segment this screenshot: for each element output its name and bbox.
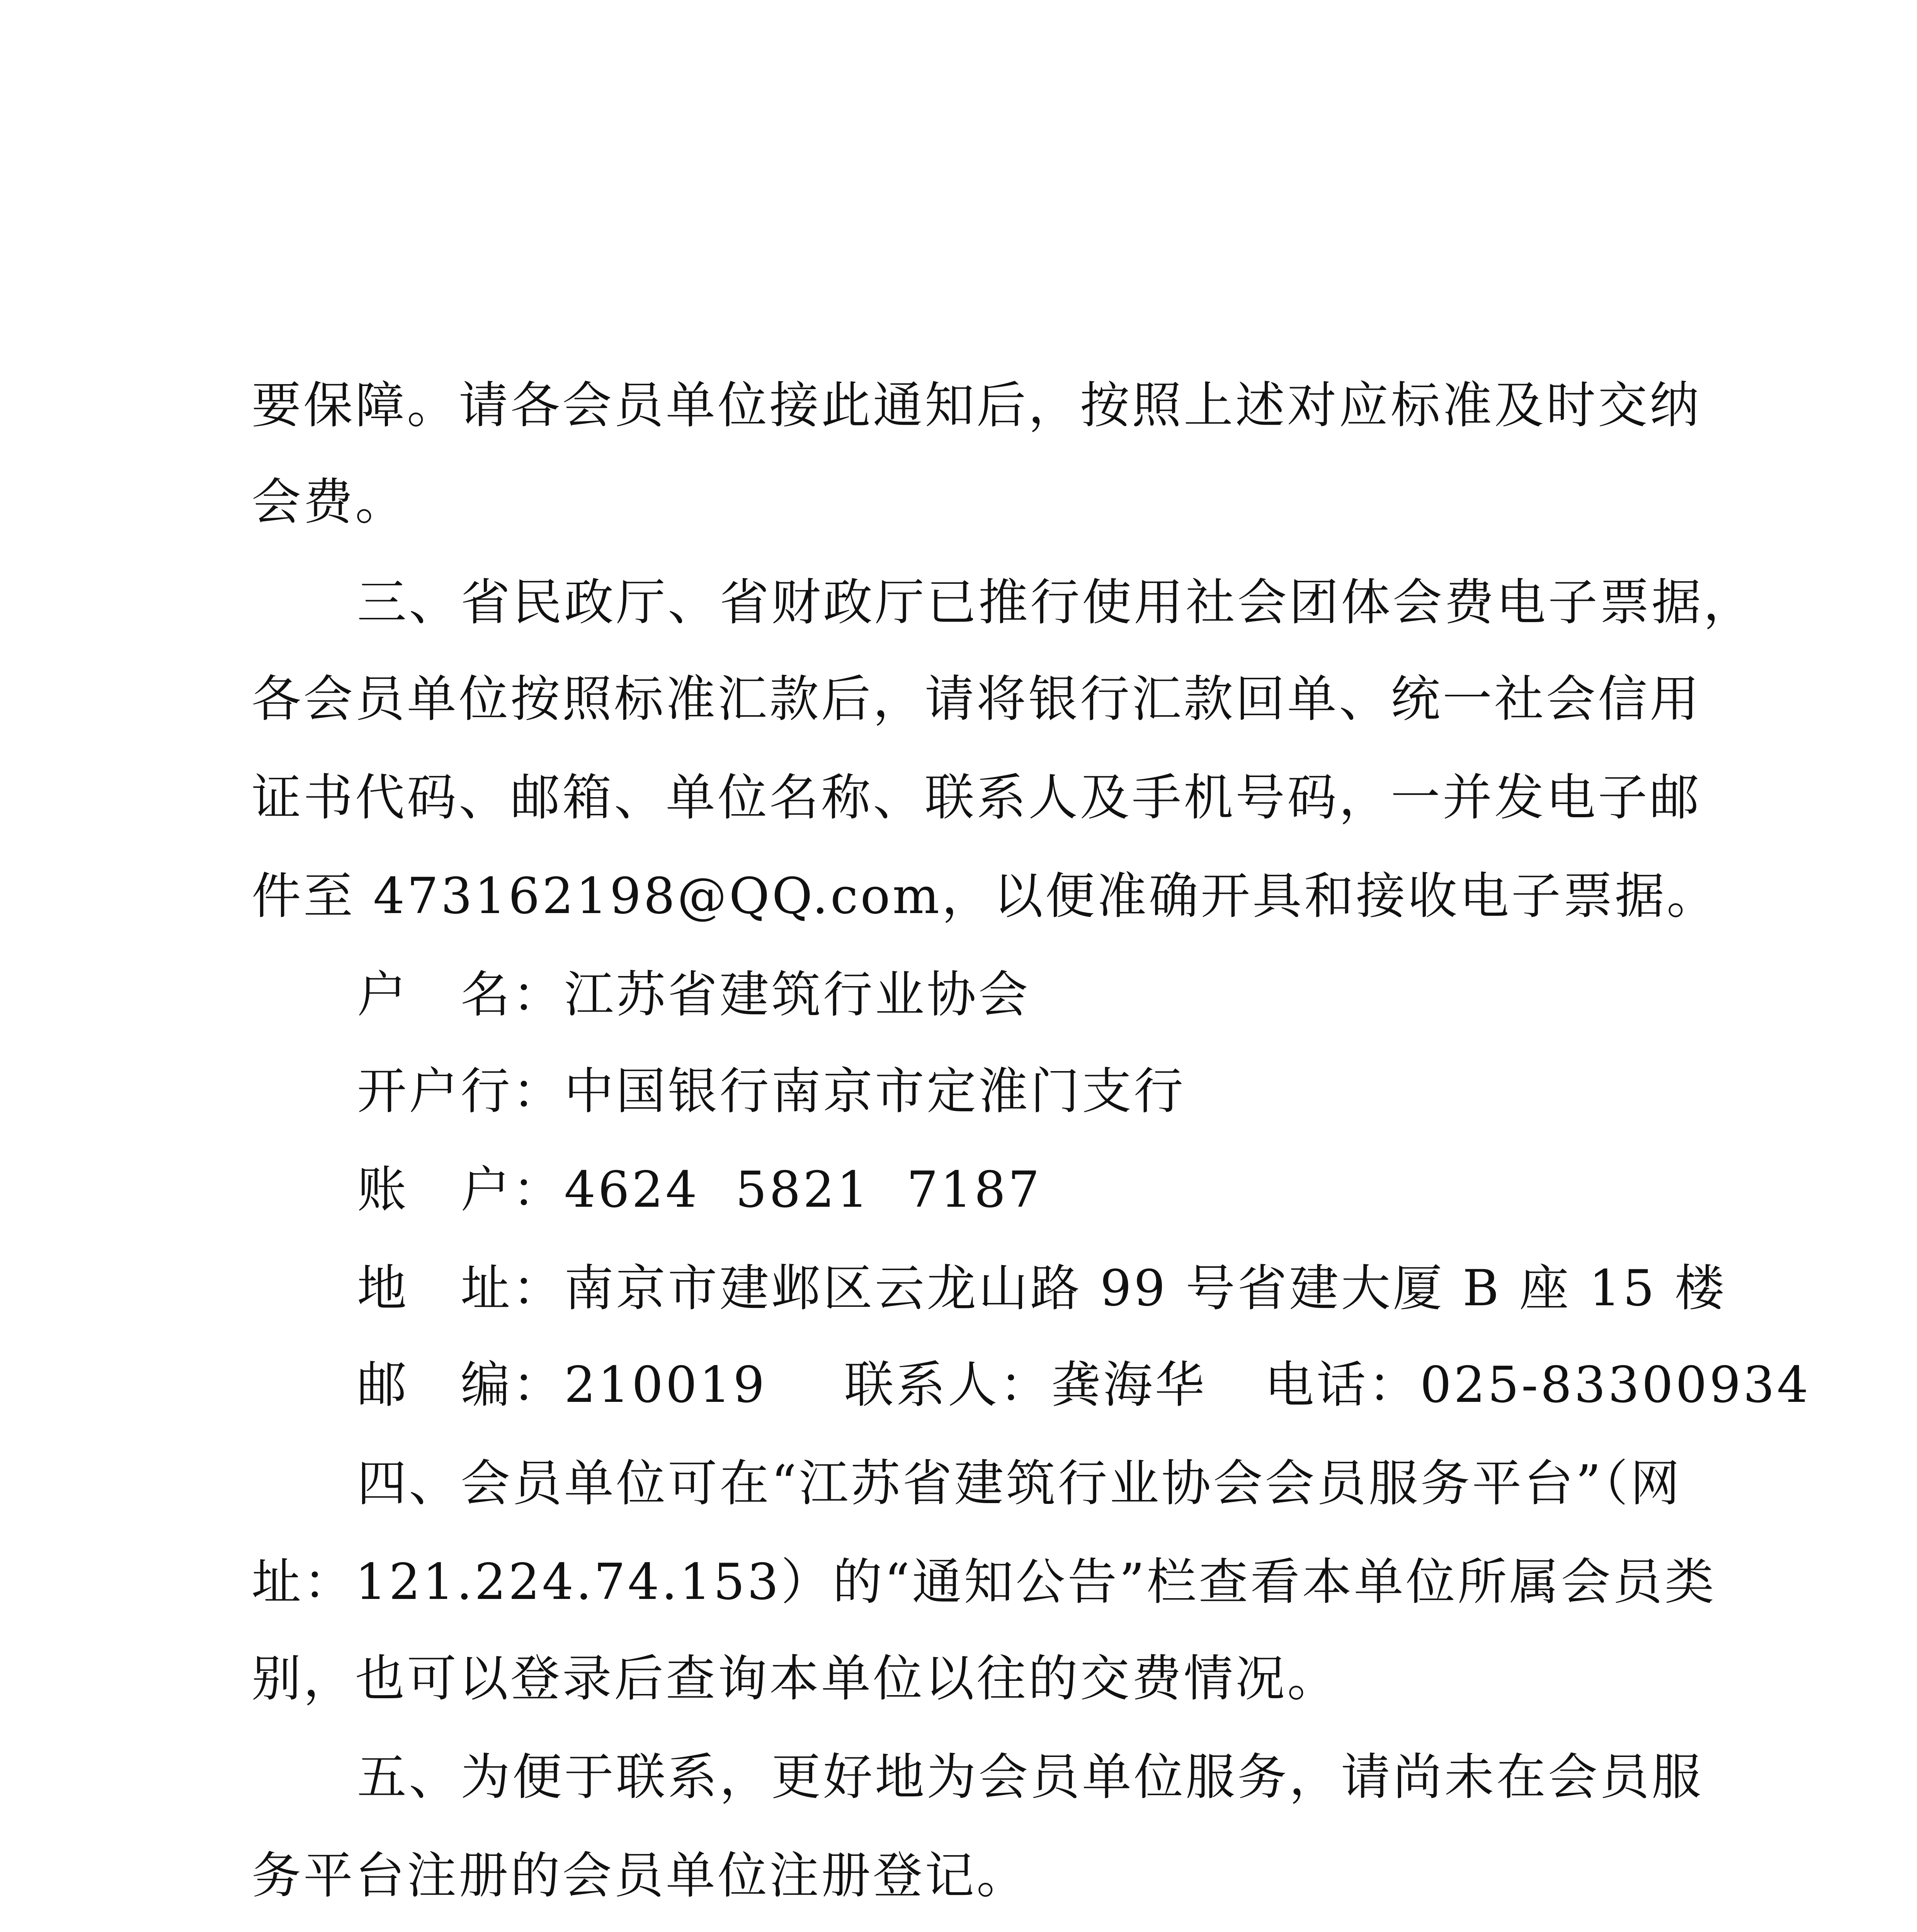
paragraph-line: 五、为便于联系，更好地为会员单位服务，请尚未在会员服 bbox=[357, 1748, 1704, 1806]
address-row bbox=[357, 1258, 1726, 1320]
paragraph-line: 各会员单位按照标准汇款后，请将银行汇款回单、统一社会信用 bbox=[252, 670, 1702, 728]
address-label: 地 址： bbox=[357, 1260, 565, 1317]
paragraph-line: 件至 473162198@QQ.com，以便准确开具和接收电子票据。 bbox=[252, 867, 1718, 925]
contact-label: 联系人： bbox=[844, 1356, 1051, 1414]
account-name-label: 户 名： bbox=[357, 966, 565, 1024]
paragraph-line: 址：121.224.74.153）的“通知公告”栏查看本单位所属会员类 bbox=[252, 1553, 1716, 1611]
paragraph-line: 别，也可以登录后查询本单位以往的交费情况。 bbox=[252, 1650, 1339, 1708]
zip-label: 邮 编： bbox=[357, 1356, 565, 1414]
account-number-label: 账 户： bbox=[357, 1161, 565, 1219]
contact-value: 龚海华 bbox=[1051, 1356, 1207, 1414]
phone-value: 025-83300934 bbox=[1420, 1356, 1811, 1414]
contact-row bbox=[357, 1354, 1811, 1416]
account-name-row bbox=[357, 964, 1030, 1026]
phone-label: 电话： bbox=[1264, 1356, 1420, 1414]
bank-value: 中国银行南京市定淮门支行 bbox=[564, 1063, 1186, 1120]
paragraph-line: 要保障。请各会员单位接此通知后，按照上述对应标准及时交纳 bbox=[252, 377, 1702, 434]
paragraph-line: 会费。 bbox=[252, 473, 407, 531]
paragraph-line: 证书代码、邮箱、单位名称、联系人及手机号码，一并发电子邮 bbox=[252, 769, 1702, 827]
address-value: 南京市建邺区云龙山路 99 号省建大厦 B 座 15 楼 bbox=[564, 1260, 1726, 1317]
zip-value: 210019 bbox=[564, 1356, 767, 1414]
account-name-value: 江苏省建筑行业协会 bbox=[564, 966, 1031, 1024]
account-number-value: 4624 5821 7187 bbox=[564, 1161, 1042, 1219]
paragraph-line: 三、省民政厅、省财政厅已推行使用社会团体会费电子票据， bbox=[357, 574, 1755, 631]
account-number-row bbox=[357, 1159, 1042, 1221]
paragraph-line: 四、会员单位可在“江苏省建筑行业协会会员服务平台”（网 bbox=[357, 1455, 1682, 1512]
bank-label: 开户行： bbox=[357, 1063, 565, 1120]
bank-row bbox=[357, 1061, 1186, 1122]
paragraph-line: 务平台注册的会员单位注册登记。 bbox=[252, 1847, 1029, 1905]
